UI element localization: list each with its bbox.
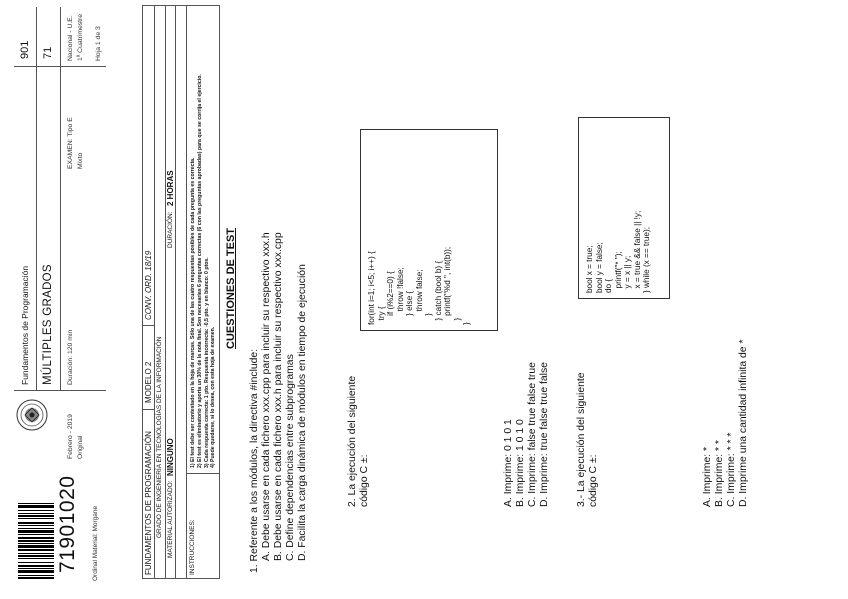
question-1-text: 1. Referente a los módulos, la directiva #include: bbox=[249, 348, 260, 573]
question-3-text-cont: código C ±: bbox=[588, 454, 599, 507]
duration-label: DURACIÓN: bbox=[167, 211, 174, 248]
question-1-option-c: C. Define dependencias entre subprogramas bbox=[285, 354, 296, 561]
question-3-option-c: C. Imprime: * * * bbox=[726, 432, 737, 507]
duration-value: 2 HORAS bbox=[166, 170, 175, 206]
page-indicator: Hoja 1 de 3 bbox=[95, 26, 102, 61]
barcode bbox=[18, 459, 54, 579]
question-2-option-b: B. Imprime: 1 0 1 0 bbox=[515, 419, 526, 507]
course-title: Fundamentos de Programación bbox=[20, 265, 30, 385]
question-3-text: 3.- La ejecución del siguiente bbox=[576, 372, 587, 507]
exam-modality: Mixto bbox=[77, 152, 84, 169]
exam-model: MODELO 2 bbox=[144, 361, 153, 403]
barcode-number: 71901020 bbox=[56, 475, 79, 573]
exam-session: Febrero - 2019 bbox=[67, 414, 74, 459]
exam-week: 1ª Cuatrimestre bbox=[77, 13, 84, 61]
question-3-option-b: B. Imprime: * * bbox=[714, 440, 725, 507]
question-2-option-d: D. Imprime: true false true false bbox=[539, 362, 550, 507]
instruction-item: 3) Cada respuesta correcta: 1 pto. Respuesta incorrecta: -0,5 pto. y en blanco: 0 ptos. bbox=[203, 257, 210, 468]
convocation: CONV. ORD. 18/19 bbox=[144, 250, 153, 320]
question-2-option-a: A. Imprime: 0 1 0 1 bbox=[503, 419, 514, 507]
instructions-list bbox=[190, 12, 217, 468]
question-2-text: 2. La ejecución del siguiente bbox=[347, 375, 358, 507]
question-2-option-c: C. Imprime: false true false true bbox=[527, 362, 538, 507]
question-1-option-d: D. Facilita la carga dinámica de módulos en tiempo de ejecución bbox=[297, 264, 308, 561]
question-3-code: bool x = true; bool y = false; do { printf("* "); y = x || y; x = true && false || !y; } while (x == true); bbox=[585, 210, 651, 293]
material-value: NINGUNO bbox=[166, 438, 175, 476]
exam-place: Nacional - U.E. bbox=[67, 15, 74, 61]
university-seal-icon bbox=[16, 399, 48, 431]
exam-info-table bbox=[142, 5, 220, 579]
subject-name: FUNDAMENTOS DE PROGRAMACIÓN bbox=[144, 431, 153, 575]
footer-code: Ordinal Material: Morgane bbox=[92, 505, 99, 581]
exam-type: Original bbox=[77, 435, 84, 459]
question-2-text-cont: código C ±: bbox=[359, 454, 370, 507]
question-1-option-a: A. Debe usarse en cada fichero xxx.cpp para incluir su respectivo xxx.h bbox=[261, 232, 272, 561]
question-1-option-b: B. Debe usarse en cada fichero xxx.h para incluir su respectivo xxx.cpp bbox=[273, 232, 284, 561]
degree-line: GRADO DE INGENIERÍA EN TECNOLOGÍAS DE LA INFORMACIÓN bbox=[156, 336, 163, 538]
test-heading: CUESTIONES DE TEST bbox=[225, 227, 237, 349]
instructions-label: INSTRUCCIONES: bbox=[189, 519, 196, 575]
degree-title: MÚLTIPLES GRADOS bbox=[42, 264, 54, 385]
question-3-option-a: A. Imprime: * bbox=[702, 446, 713, 507]
instruction-item: 2) El test es eliminatorio y aporta un 30% de la nota final. Son necesarias 6 preguntas correctas (6 con las preguntas aprobadas) para que se corrija el ejercicio. bbox=[196, 74, 203, 468]
question-3-option-d: D. Imprime una cantidad infinita de * bbox=[738, 339, 749, 507]
material-label: MATERIAL AUTORIZADO: bbox=[167, 480, 174, 558]
question-2-code: for(int i=1; i<5; i++) { try { if (i%2==0) { throw !false; } else { throw false; } } catch (bool b) { printf("%d ", int(b)); } } bbox=[367, 246, 471, 325]
exam-duration: Duración: 120 min bbox=[67, 329, 74, 385]
exam-kind: EXAMEN: Tipo E bbox=[67, 117, 74, 169]
instruction-item: 4) Puede quedarse, si lo desea, con esta hoja de examen. bbox=[210, 326, 217, 468]
instruction-item: 1) El test debe ser contestado en la hoja de marcas. Sólo una de las cuatro respuestas posibles de cada pregunta es correcta. bbox=[190, 157, 196, 468]
exam-code-901: 901 bbox=[19, 40, 31, 59]
exam-code-71: 71 bbox=[42, 46, 54, 59]
